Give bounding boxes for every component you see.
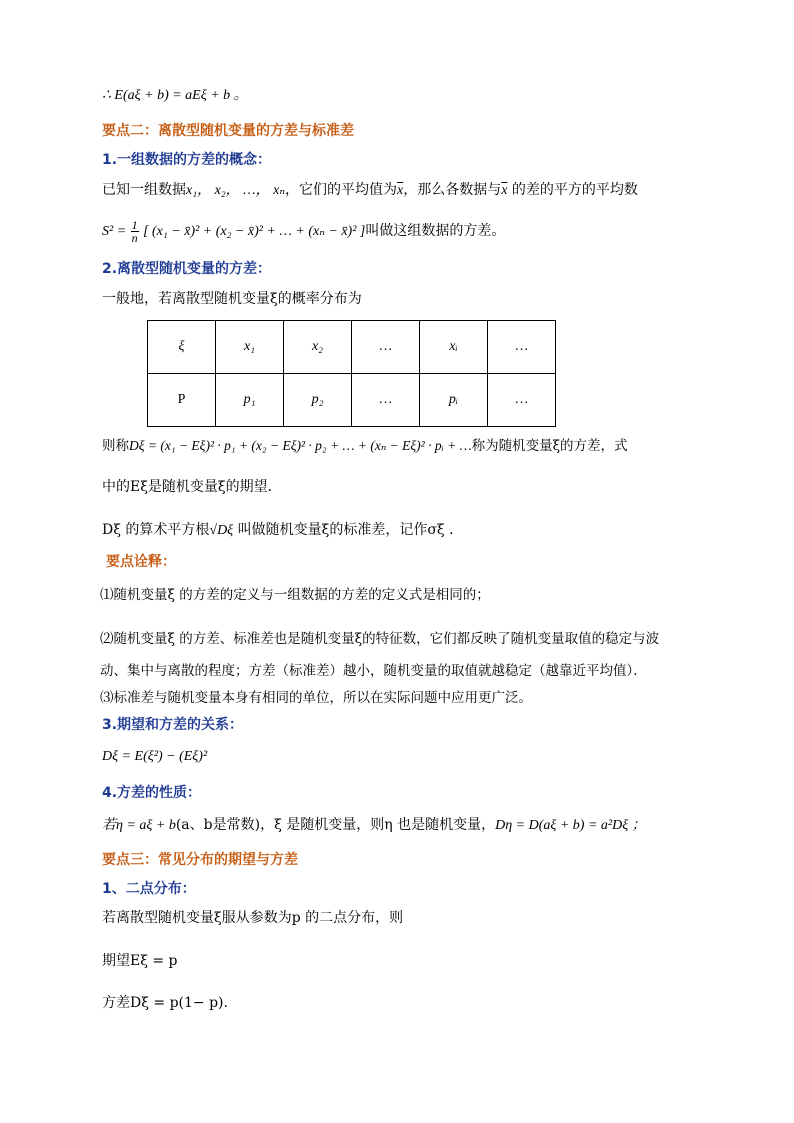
two-point-variance: 方差Dξ = p(1− p). bbox=[102, 995, 228, 1011]
text-called-variance-2: 称为随机变量ξ的方差，式 bbox=[471, 438, 628, 454]
table-cell: x₂ bbox=[284, 321, 352, 374]
table-cell: … bbox=[352, 321, 420, 374]
text-average: ，它们的平均值为 bbox=[285, 182, 397, 198]
variance-property-formula: Dη = D(aξ + b) = a²Dξ ； bbox=[495, 818, 646, 833]
table-cell: xᵢ bbox=[420, 321, 488, 374]
variance-property-line bbox=[102, 815, 646, 836]
heading-variance-properties: 4.方差的性质： bbox=[102, 785, 202, 801]
variance-formula-line bbox=[102, 218, 505, 245]
note-3: ⑶标准差与随机变量本身有相同的单位，所以在实际问题中应用更广泛。 bbox=[100, 690, 532, 706]
heading-expectation-variance-relation: 3.期望和方差的关系： bbox=[102, 717, 244, 733]
mean-symbol-2: $\overline{x}$ bbox=[501, 183, 508, 198]
text-called-std: 叫做随机变量ξ的标准差，记作σξ ． bbox=[233, 522, 464, 538]
text-each-data: ，那么各数据与 bbox=[403, 182, 502, 198]
paragraph-data-variance bbox=[102, 180, 638, 201]
variance-definition-continued: 中的Eξ是随机变量ξ的期望． bbox=[102, 479, 282, 495]
sqrt-d-xi: √Dξ bbox=[209, 523, 234, 538]
s-squared-symbol: S² = bbox=[102, 224, 127, 239]
table-cell: … bbox=[352, 374, 420, 427]
table-cell: P bbox=[148, 374, 216, 427]
expectation-linearity-line: ∴ E(aξ + b) = aEξ + b 。 bbox=[102, 88, 248, 103]
table-cell: … bbox=[488, 374, 556, 427]
table-row bbox=[148, 321, 556, 374]
table-cell: ξ bbox=[148, 321, 216, 374]
two-point-expectation: 期望Eξ = p bbox=[102, 953, 178, 969]
heading-two-point-distribution: 1、二点分布： bbox=[102, 881, 196, 897]
note-2: ⑵随机变量ξ 的方差、标准差也是随机变量ξ的特征数，它们都反映了随机变量取值的稳定与波 bbox=[100, 631, 660, 647]
text-squared-mean: 的差的平方的平均数 bbox=[507, 182, 638, 198]
relation-formula: Dξ = E(ξ²) − (Eξ)² bbox=[102, 749, 208, 764]
heading-discrete-variance: 2.离散型随机变量的方差： bbox=[102, 261, 272, 277]
eta-definition: 若η = aξ + b bbox=[102, 818, 176, 833]
text-then-call: 则称 bbox=[102, 438, 129, 454]
one-over-n-fraction bbox=[131, 219, 139, 244]
note-1: ⑴随机变量ξ 的方差的定义与一组数据的方差的定义式是相同的； bbox=[100, 587, 490, 603]
note-2-continued: 动、集中与离散的程度；方差（标准差）越小，随机变量的取值就越稳定（越靠近平均值）． bbox=[100, 663, 647, 679]
variance-definition-formula: Dξ = (x₁ − Eξ)² · p₁ + (x₂ − Eξ)² · p₂ + … + (xₙ − Eξ)² · pᵢ + … bbox=[129, 438, 472, 453]
paragraph-distribution-intro: 一般地，若离散型随机变量ξ的概率分布为 bbox=[102, 291, 362, 307]
table-cell: p₁ bbox=[216, 374, 284, 427]
variance-definition-line bbox=[102, 436, 628, 456]
text-arithmetic-sqrt: Dξ 的算术平方根 bbox=[102, 522, 210, 538]
data-variables: x₁， x₂， …， xₙ bbox=[186, 183, 285, 198]
mean-symbol: $\overline{x}$ bbox=[397, 183, 404, 198]
heading-point-3: 要点三：常见分布的期望与方差 bbox=[102, 852, 298, 868]
heading-point-2: 要点二：离散型随机变量的方差与标准差 bbox=[102, 123, 354, 139]
text-called-variance: 叫做这组数据的方差。 bbox=[365, 223, 506, 239]
table-cell: … bbox=[488, 321, 556, 374]
variance-sum-expression: [ (x₁ − x̄)² + (x₂ − x̄)² + … + (xₙ − x̄)² ] bbox=[143, 224, 366, 239]
table-cell: pᵢ bbox=[420, 374, 488, 427]
text-random-variable: ξ 是随机变量，则η 也是随机变量， bbox=[274, 817, 496, 833]
table-row bbox=[148, 374, 556, 427]
standard-deviation-line bbox=[102, 520, 463, 541]
text-known-data: 已知一组数据 bbox=[102, 182, 186, 198]
table-cell: x₁ bbox=[216, 321, 284, 374]
two-point-intro: 若离散型随机变量ξ服从参数为p 的二点分布，则 bbox=[102, 910, 404, 926]
table-cell: p₂ bbox=[284, 374, 352, 427]
heading-data-variance: 1.一组数据的方差的概念： bbox=[102, 152, 272, 168]
probability-distribution-table bbox=[147, 320, 556, 427]
heading-notes: 要点诠释： bbox=[106, 554, 176, 570]
fraction-numerator: 1 bbox=[131, 217, 138, 232]
text-constants: (a、b是常数)， bbox=[175, 817, 275, 833]
fraction-denominator: n bbox=[131, 230, 138, 245]
